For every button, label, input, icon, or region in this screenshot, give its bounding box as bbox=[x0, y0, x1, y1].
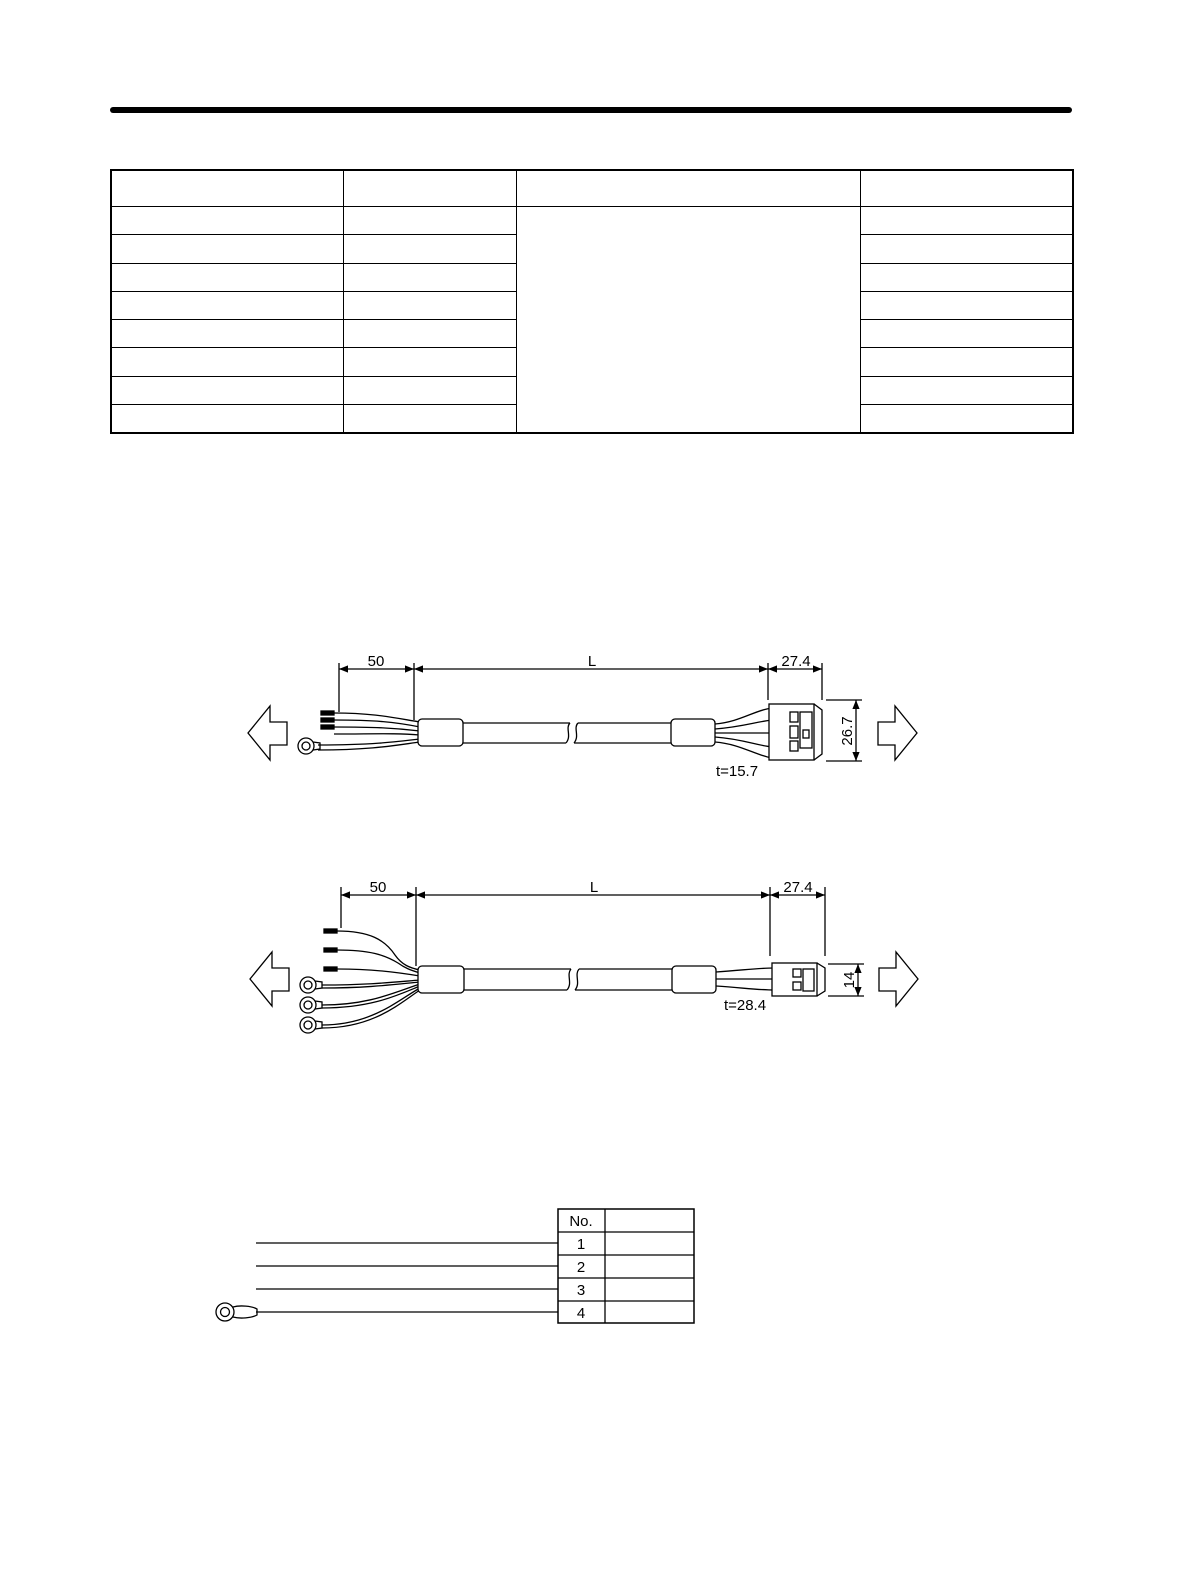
wiring-diagram bbox=[216, 1209, 694, 1323]
cable1-thickness: t=15.7 bbox=[715, 763, 759, 780]
ring-terminal-icon bbox=[216, 1303, 234, 1321]
pin-number: 3 bbox=[576, 1282, 586, 1299]
cable1-dim-height: 26.7 bbox=[839, 716, 856, 746]
cable1-dim-left: 50 bbox=[367, 653, 385, 670]
left-arrow-icon bbox=[250, 952, 289, 1006]
cable1-dim-connector: 27.4 bbox=[781, 653, 811, 670]
left-arrow-icon bbox=[248, 706, 287, 760]
cable2-dim-connector: 27.4 bbox=[783, 879, 813, 896]
pin-number: 4 bbox=[576, 1305, 586, 1322]
right-arrow-icon bbox=[878, 706, 917, 760]
cable-diagram-1 bbox=[248, 663, 917, 761]
cable2-dim-length: L bbox=[589, 879, 599, 896]
pin-number: 2 bbox=[576, 1259, 586, 1276]
pin-table-header-no: No. bbox=[569, 1213, 593, 1230]
cable2-dim-height: 14 bbox=[841, 971, 858, 989]
right-arrow-icon bbox=[879, 952, 918, 1006]
cable2-thickness: t=28.4 bbox=[723, 997, 767, 1014]
cable-diagram-2 bbox=[250, 887, 918, 1033]
pin-number: 1 bbox=[576, 1236, 586, 1253]
cable2-dim-left: 50 bbox=[369, 879, 387, 896]
cable1-dim-length: L bbox=[587, 653, 597, 670]
